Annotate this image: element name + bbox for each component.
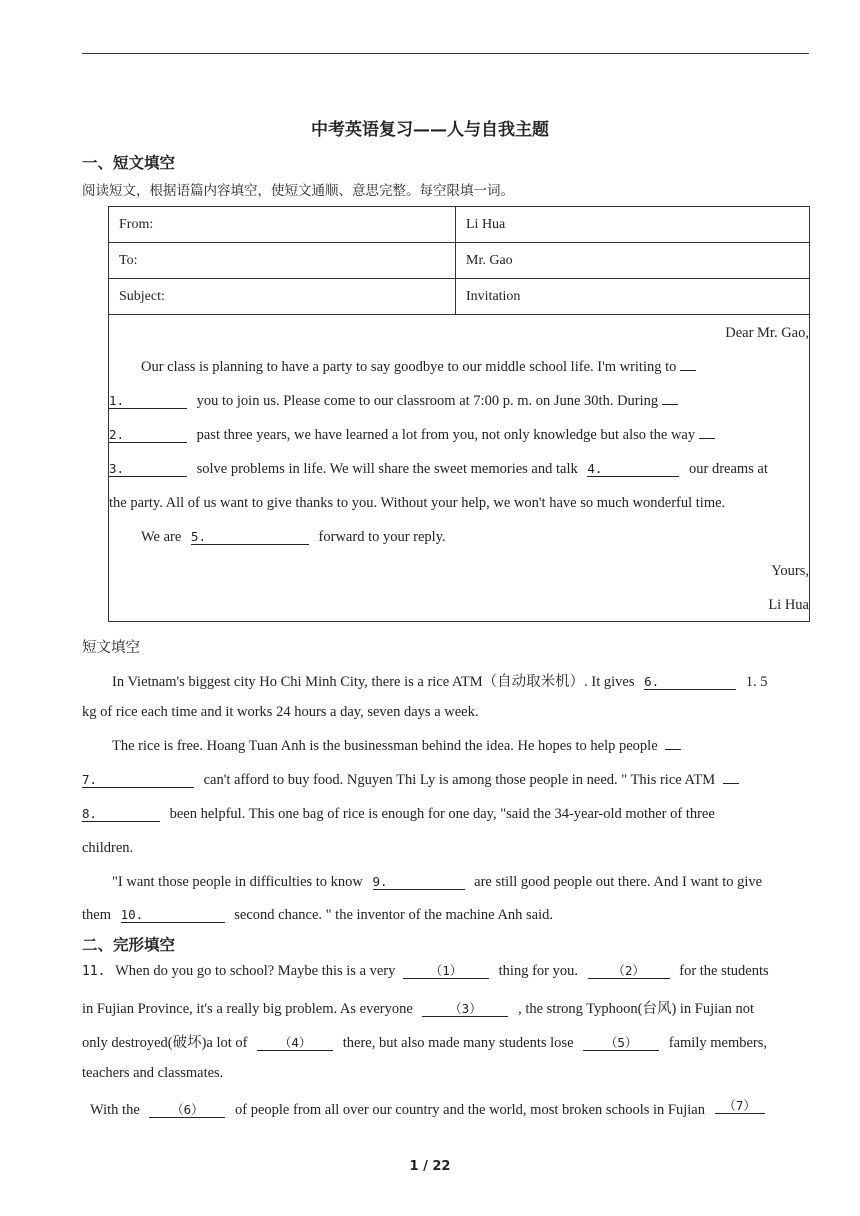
text: can't afford to buy food. Nguyen Thi Ly is among those people in need. " This rice ATM [203,772,716,788]
blank-8[interactable]: 8. [82,806,160,822]
blank-underline [699,438,715,439]
cloze-blank-6[interactable]: （6） [149,1102,225,1118]
email-row-to [109,243,810,279]
cloze-blank-1[interactable]: （1） [403,963,489,979]
blank-10[interactable]: 10. [121,907,225,923]
email-key: From: [109,207,456,243]
cloze-line [90,1098,765,1119]
cloze-line [82,997,754,1018]
blank-3[interactable]: 3. [109,461,187,477]
blank-1[interactable]: 1. [109,393,187,409]
text: our dreams at [688,461,768,477]
text: for the students [679,963,769,979]
email-value: Mr. Gao [456,243,810,279]
text: We are [141,529,182,545]
text: only destroyed(破坏)a lot of [82,1035,248,1051]
blank-7[interactable]: 7. [82,772,194,788]
email-line-1 [141,359,696,376]
email-row-from [109,207,810,243]
text: in Fujian Province, it's a really big problem. As everyone [82,1001,413,1017]
text: been helpful. This one bag of rice is enough for one day, "said the 34-year-old mother of three [169,806,715,822]
question-number: 11. [82,964,106,979]
passage-line [82,806,715,823]
text: With the [90,1102,140,1118]
blank-9[interactable]: 9. [373,874,465,890]
cloze-blank-7[interactable]: （7） [715,1098,765,1114]
text: them [82,907,111,923]
blank-underline [680,370,696,371]
text: solve problems in life. We will share the sweet memories and talk [196,461,578,477]
passage-line: kg of rice each time and it works 24 hours a day, seven days a week. [82,704,479,720]
blank-6[interactable]: 6. [644,674,736,690]
email-row-subject [109,279,810,315]
cloze-line [82,963,769,980]
passage-line [82,907,553,924]
blank-2[interactable]: 2. [109,427,187,443]
text: forward to your reply. [318,529,446,545]
cloze-blank-5[interactable]: （5） [583,1035,659,1051]
cloze-line [82,1031,767,1052]
email-body [109,315,810,622]
text: In Vietnam's biggest city Ho Chi Minh City, there is a rice ATM（自动取米机）. It gives [112,674,635,690]
email-key: To: [109,243,456,279]
text: The rice is free. Hoang Tuan Anh is the businessman behind the idea. He hopes to help people [112,738,658,754]
passage-line [82,772,739,789]
text: thing for you. [498,963,578,979]
passage-line: children. [82,840,134,856]
text: you to join us. Please come to our classroom at 7:00 p. m. on June 30th. During [196,393,659,409]
email-line-2 [109,393,678,410]
passage-line [112,670,767,691]
email-line-5: the party. All of us want to give thanks to you. Without your help, we won't have so much wonderful time. [109,495,726,511]
section-heading-2: 二、完形填空 [82,936,176,954]
email-line-4 [109,461,768,478]
text: When do you go to school? Maybe this is a very [115,963,396,979]
blank-underline [665,749,681,750]
text: second chance. " the inventor of the machine Anh said. [234,907,554,923]
cloze-line: teachers and classmates. [82,1065,224,1081]
section-heading-1: 一、短文填空 [82,154,176,172]
text: past three years, we have learned a lot from you, not only knowledge but also the way [196,427,696,443]
email-key: Subject: [109,279,456,315]
salutation: Dear Mr. Gao, [725,325,809,341]
blank-underline [662,404,678,405]
email-table [108,206,810,622]
page-number: 1 / 22 [409,1159,451,1174]
closing: Yours, [771,563,809,579]
blank-4[interactable]: 4. [587,461,679,477]
passage-line [112,738,681,755]
text: "I want those people in difficulties to know [112,874,363,890]
cloze-blank-3[interactable]: （3） [422,1001,508,1017]
passage-label: 短文填空 [82,640,140,656]
text: of people from all over our country and the world, most broken schools in Fujian [235,1102,705,1118]
cloze-blank-2[interactable]: （2） [588,963,670,979]
passage-line [112,874,762,891]
email-value: Invitation [456,279,810,315]
email-line-6 [141,529,446,546]
blank-underline [723,783,739,784]
text: Our class is planning to have a party to say goodbye to our middle school life. I'm writing to [141,359,677,375]
instruction: 阅读短文，根据语篇内容填空，使短文通顺、意思完整。每空限填一词。 [82,183,514,199]
email-body-row [109,315,810,622]
email-value: Li Hua [456,207,810,243]
text: family members, [668,1035,768,1051]
blank-5[interactable]: 5. [191,529,309,545]
text: , the strong Typhoon(台风) in Fujian not [518,1001,755,1017]
header-rule [82,53,809,54]
cloze-blank-4[interactable]: （4） [257,1035,333,1051]
email-line-3 [109,427,715,444]
text: are still good people out there. And I want to give [474,874,763,890]
signature: Li Hua [768,597,809,613]
text: there, but also made many students lose [342,1035,574,1051]
page-title: 中考英语复习——人与自我主题 [311,120,549,140]
text: 1. 5 [745,674,768,690]
